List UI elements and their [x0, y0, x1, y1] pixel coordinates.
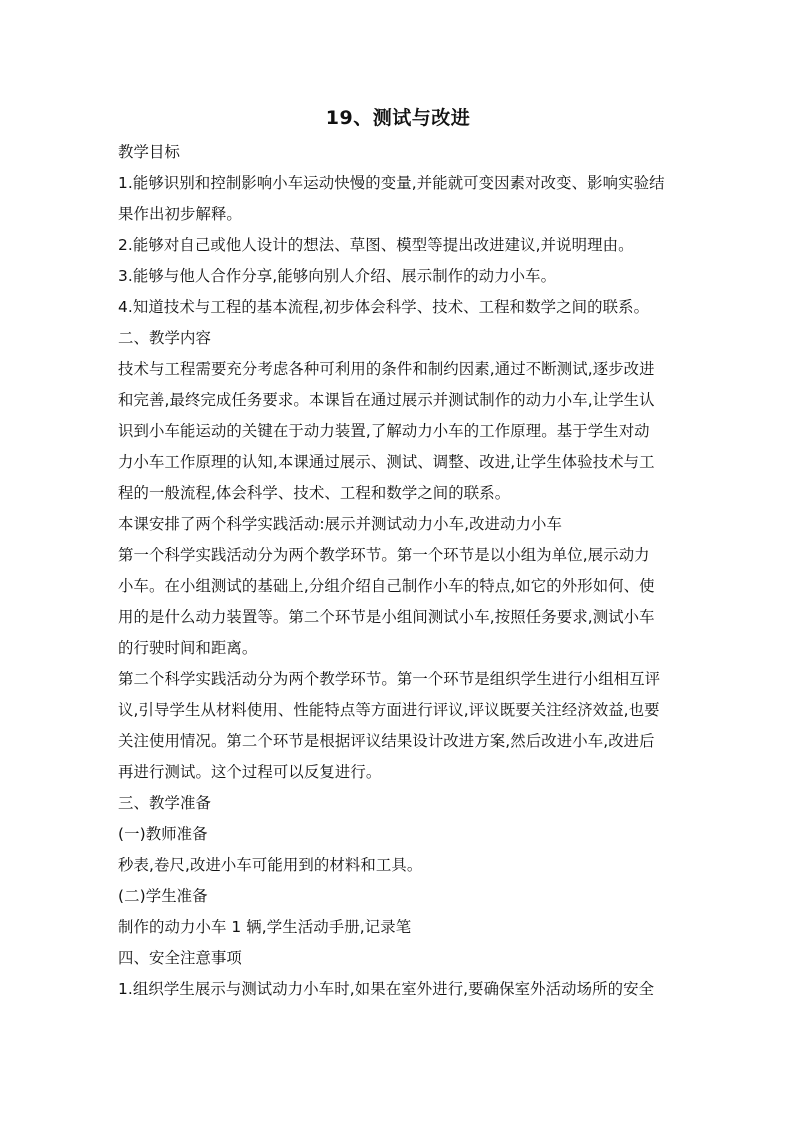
text-line: 关注使用情况。第二个环节是根据评议结果设计改进方案,然后改进小车,改进后	[118, 732, 655, 750]
text-line: 2.能够对自己或他人设计的想法、草图、模型等提出改进建议,并说明理由。	[118, 236, 634, 254]
text-line: 程的一般流程,体会科学、技术、工程和数学之间的联系。	[118, 484, 511, 502]
text-line: 1.能够识别和控制影响小车运动快慢的变量,并能就可变因素对改变、影响实验结	[118, 174, 665, 192]
text-line: 4.知道技术与工程的基本流程,初步体会科学、技术、工程和数学之间的联系。	[118, 298, 650, 316]
text-line: 制作的动力小车 1 辆,学生活动手册,记录笔	[118, 918, 412, 936]
text-line: 的行驶时间和距离。	[118, 639, 258, 657]
text-line: 和完善,最终完成任务要求。本课旨在通过展示并测试制作的动力小车,让学生认	[118, 391, 655, 409]
text-line: 议,引导学生从材料使用、性能特点等方面进行评议,评议既要关注经济效益,也要	[118, 701, 660, 719]
text-line: 再进行测试。这个过程可以反复进行。	[118, 763, 382, 781]
text-line: 力小车工作原理的认知,本课通过展示、测试、调整、改进,让学生体验技术与工	[118, 453, 655, 471]
text-line: 果作出初步解释。	[118, 205, 242, 223]
section-heading-objectives: 教学目标	[118, 143, 180, 161]
section-heading-content: 二、教学内容	[118, 329, 211, 347]
text-line: 第一个科学实践活动分为两个教学环节。第一个环节是以小组为单位,展示动力	[118, 546, 650, 564]
text-line: 小车。在小组测试的基础上,分组介绍自己制作小车的特点,如它的外形如何、使	[118, 577, 655, 595]
section-heading-preparation: 三、教学准备	[118, 794, 211, 812]
document-title: 19、测试与改进	[325, 107, 471, 129]
text-line: 第二个科学实践活动分为两个教学环节。第一个环节是组织学生进行小组相互评	[118, 670, 661, 688]
text-line: 识到小车能运动的关键在于动力装置,了解动力小车的工作原理。基于学生对动	[118, 422, 650, 440]
text-line: 3.能够与他人合作分享,能够向别人介绍、展示制作的动力小车。	[118, 267, 557, 285]
subheading-student-prep: (二)学生准备	[118, 887, 208, 905]
document-body	[118, 137, 678, 1005]
text-line: 本课安排了两个科学实践活动:展示并测试动力小车,改进动力小车	[118, 515, 563, 533]
section-heading-safety: 四、安全注意事项	[118, 949, 242, 967]
text-line: 秒表,卷尺,改进小车可能用到的材料和工具。	[118, 856, 423, 874]
text-line: 技术与工程需要充分考虑各种可利用的条件和制约因素,通过不断测试,逐步改进	[118, 360, 655, 378]
text-line: 用的是什么动力装置等。第二个环节是小组间测试小车,按照任务要求,测试小车	[118, 608, 655, 626]
subheading-teacher-prep: (一)教师准备	[118, 825, 208, 843]
text-line: 1.组织学生展示与测试动力小车时,如果在室外进行,要确保室外活动场所的安全	[118, 980, 655, 998]
document-page	[118, 103, 678, 1005]
